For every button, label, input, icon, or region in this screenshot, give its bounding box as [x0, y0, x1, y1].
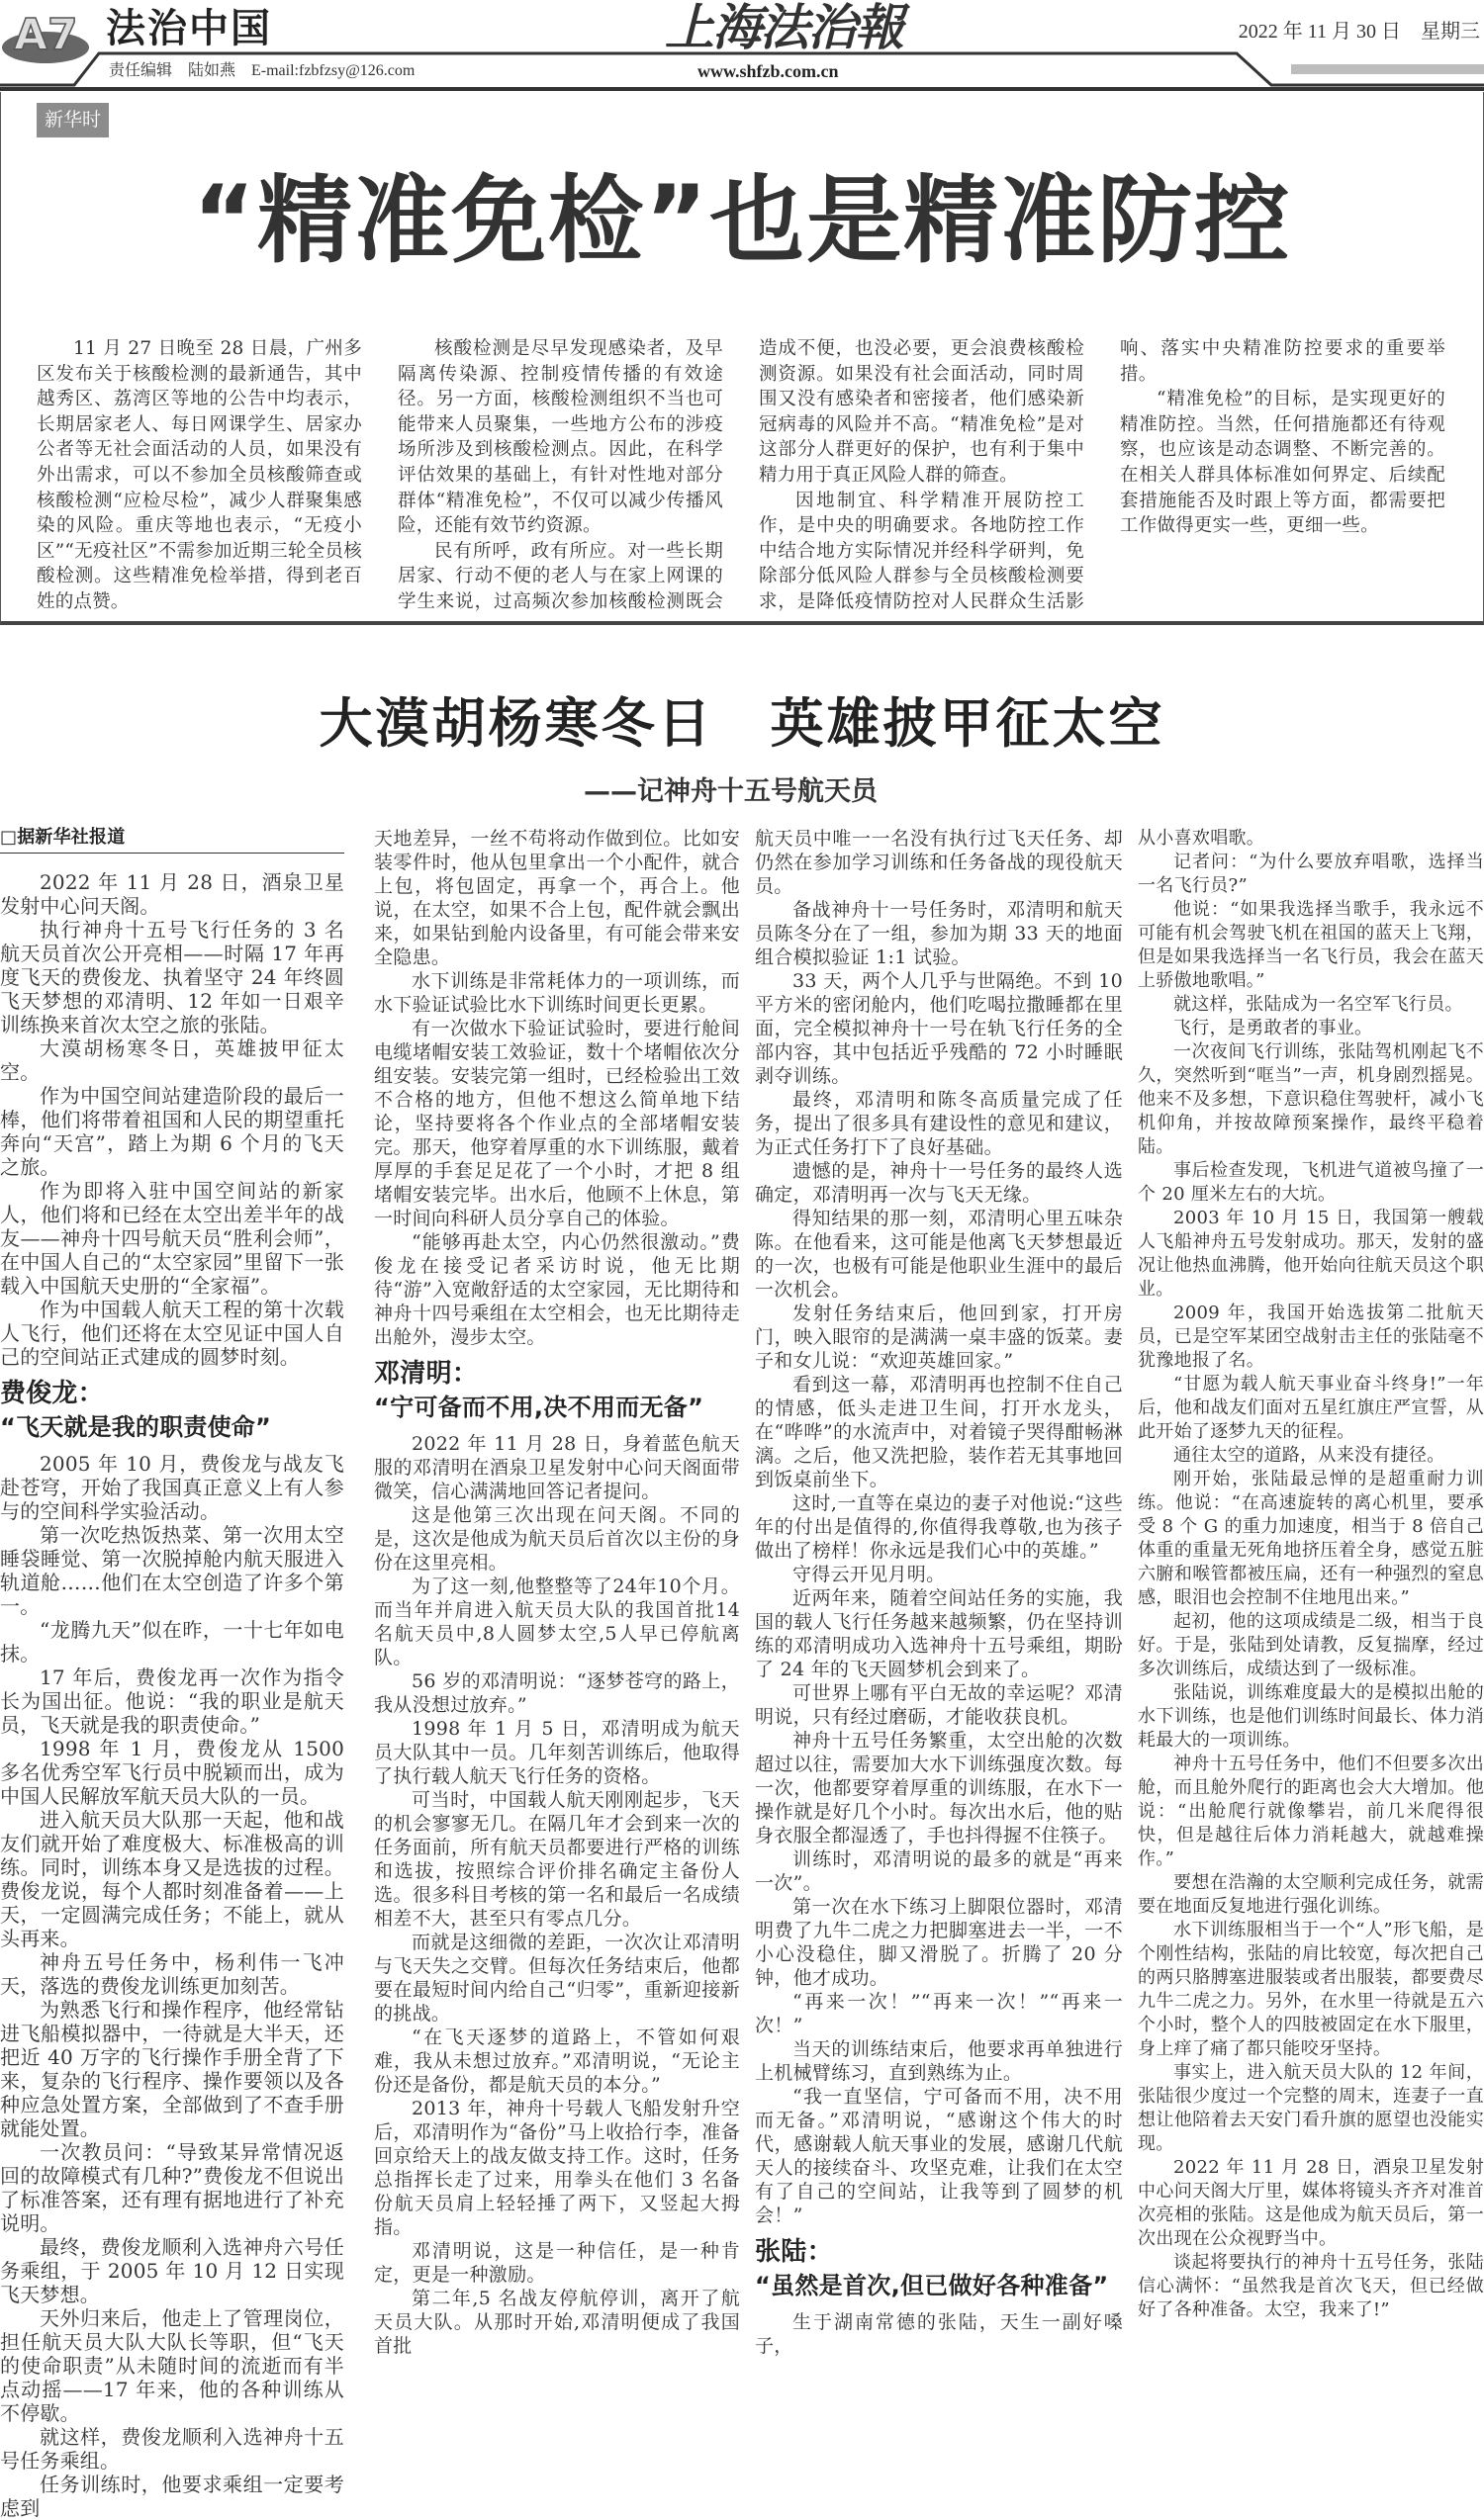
article-paragraph: 可当时，中国载人航天刚刚起步，飞天的机会寥寥无几。在隔几年才会到来一次的任务面前，所有航天员都要进行严格的训练和选拔，按照综合评价排名确定主备份人选。很多科目考核的第一名和最后一名成绩相差不大，甚至只有零点几分。: [374, 1788, 740, 1930]
article-byline: □据新华社报道: [0, 827, 344, 854]
article-paragraph: 张陆说，训练难度最大的是模拟出舱的水下训练，也是他们训练时间最长、体力消耗最大的一项训练。: [1138, 1681, 1484, 1751]
article-paragraph: 2013 年，神舟十号载人飞船发射升空后，邓清明作为“备份”马上收拾行李，准备回京给天上的战友做支持工作。这时，任务总指挥长走了过来，用拳头在他们 3 名备份航天员肩上轻轻捶了两下，又竖起大拇指。: [374, 2097, 740, 2238]
article-paragraph: 刚开始，张陆最忌惮的是超重耐力训练。他说：“在高速旋转的离心机里，要承受 8 个 G 的重力加速度，相当于 8 倍自己体重的重量无死角地挤压着全身，感觉五脏六腑和喉管都被压扁，还有一种强烈的窒息感，眼泪也会控制不住地甩出来。”: [1138, 1468, 1484, 1608]
editorial-paragraph: 因地制宜、科学精准开展防控工作，是中央的明确要求。各地防控工作中结合地方实际情况并经科学研判，免除部分低风险人群参与全员核酸检测要求，是降低疫情防控对人民群众生活影响、落实中央精准防控要求的重要举措。: [759, 338, 1445, 612]
article-paragraph: 事实上，进入航天员大队的 12 年间，张陆很少度过一个完整的周末，连妻子一直想让他陪着去天安门看升旗的愿望也没能实现。: [1138, 2061, 1484, 2154]
article-headline: 大漠胡杨寒冬日 英雄披甲征太空: [319, 691, 1165, 755]
article-paragraph: 大漠胡杨寒冬日，英雄披甲征太空。: [0, 1035, 344, 1084]
editorial-paragraph: 11 月 27 日晚至 28 日晨，广州多区发布关于核酸检测的最新通告，其中越秀区、荔湾区等地的公告中均表示，长期居家老人、每日网课学生、居家办公者等无社会面活动的人员，如果没有外出需求，可以不参加全员核酸筛查或核酸检测“应检尽检”，减少人群聚集感染的风险。重庆等地也表示，“无疫小区”“无疫社区”不需参加近期三轮全员核酸检测。这些精准免检举措，得到老百姓的点赞。: [37, 338, 362, 612]
feature-article: [0, 692, 1484, 2520]
article-paragraph: 记者问：“为什么要放弃唱歌，选择当一名飞行员?”: [1138, 851, 1484, 896]
article-paragraph: 33 天，两个人几乎与世隔绝。不到 10 平方米的密闭舱内，他们吃喝拉撒睡都在里面，完全模拟神舟十一号在轨飞行任务的全部内容，其中包括近乎残酷的 72 小时睡眠剥夺训练。: [755, 969, 1123, 1087]
section-heading-quote: “虽然是首次,但已做好各种准备”: [755, 2271, 1109, 2299]
article-paragraph: 任务训练时，他要求乘组一定要考虑到: [0, 2472, 344, 2520]
section-name: 法治中国: [106, 6, 272, 51]
section-heading-quote: “飞天就是我的职责使命”: [0, 1412, 271, 1441]
article-paragraph: 水下训练是非常耗体力的一项训练，而水下验证试验比水下训练时间更长更累。: [374, 969, 740, 1016]
article-paragraph: “我一直坚信，宁可备而不用，决不用而无备。”邓清明说，“感谢这个伟大的时代，感谢载人航天事业的发展，感谢几代航天人的接续奋斗、攻坚克难，让我们在太空有了自己的空间站，让我等到了圆梦的机会！”: [755, 2085, 1123, 2226]
article-paragraph: 最终，邓清明和陈冬高质量完成了任务，提出了很多具有建设性的意见和建议，为正式任务打下了良好基础。: [755, 1088, 1123, 1158]
article-subtitle: ——记神舟十五号航天员: [584, 775, 878, 807]
editorial-box: [0, 92, 1484, 625]
article-paragraph: 这是他第三次出现在问天阁。不同的是，这次是他成为航天员后首次以主份的身份在这里亮相。: [374, 1503, 740, 1574]
article-paragraph: 航天员中唯一一名没有执行过飞天任务、却仍然在参加学习训练和任务备战的现役航天员。: [755, 827, 1123, 897]
editor-info: 责任编辑 陆如燕 E-mail:fzbfzsy@126.com: [109, 62, 416, 79]
article-paragraph: 第一次在水下练习上脚限位器时，邓清明费了九牛二虎之力把脚塞进去一半，一不小心没稳住，脚又滑脱了。折腾了 20 分钟，他才成功。: [755, 1895, 1123, 1989]
article-paragraph: 天外归来后，他走上了管理岗位，担任航天员大队大队长等职，但“飞天的使命职责”从未随时间的流逝而有半点动摇——17 年来，他的各种训练从不停歇。: [0, 2305, 344, 2425]
article-paragraph: 生于湖南常德的张陆，天生一副好嗓子，: [755, 2310, 1123, 2357]
page-number: A7: [14, 10, 78, 60]
article-paragraph: 邓清明说，这是一种信任，是一种肯定，更是一种激励。: [374, 2239, 740, 2286]
article-paragraph: 神舟十五号任务中，他们不但要多次出舱，而且舱外爬行的距离也会大大增加。他说：“出舱爬行就像攀岩，前几米爬得很快，但是越往后体力消耗越大，就越难操作。”: [1138, 1753, 1484, 1869]
section-heading-quote: “宁可备而不用,决不用而无备”: [374, 1393, 704, 1421]
article-paragraph: 2005 年 10 月，费俊龙与战友飞赴苍穹，开始了我国真正意义上有人参与的空间科学实验活动。: [0, 1451, 344, 1523]
article-paragraph: 一次教员问：“导致某异常情况返回的故障模式有几种?”费俊龙不但说出了标准答案，还有理有据地进行了补充说明。: [0, 2139, 344, 2235]
article-column-1: [0, 827, 344, 2520]
article-paragraph: 近两年来，随着空间站任务的实施，我国的载人飞行任务越来越频繁，仍在坚持训练的邓清明成功入选神舟十五号乘组，期盼了 24 年的飞天圆梦机会到来了。: [755, 1586, 1123, 1680]
editorial-body: [37, 336, 1445, 615]
section-heading-name: 邓清明：: [374, 1358, 479, 1389]
article-paragraph: 天地差异，一丝不苟将动作做到位。比如安装零件时，他从包里拿出一个小配件，就合上包，将包固定，再拿一个，再合上。他说，在太空，如果不合上包，配件就会飘出来，如果钻到舱内设备里，有可能会带来安全隐患。: [374, 827, 740, 968]
article-paragraph: 起初，他的这项成绩是二级，相当于良好。于是，张陆到处请教，反复揣摩，经过多次训练后，成绩达到了一级标准。: [1138, 1610, 1484, 1679]
article-paragraph: 有一次做水下验证试验时，要进行舱间电缆堵帽安装工效验证，数十个堵帽依次分组安装。安装完第一组时，已经检验出工效不合格的地方，但他不想这么简单地下结论，坚持要将各个作业点的全部堵帽安装完。那天，他穿着厚重的水下训练服，戴着厚厚的手套足足花了一个小时，才把 8 组堵帽安装完毕。出水后，他顾不上休息，第一时间向科研人员分享自己的体验。: [374, 1017, 740, 1229]
article-paragraph: 神舟十五号任务繁重，太空出舱的次数超过以往，需要加大水下训练强度次数。每一次，他都要穿着厚重的训练服，在水下一操作就是好几个小时。每次出水后，他的贴身衣服全都湿透了，手也抖得握不住筷子。: [755, 1729, 1123, 1846]
header-bar: [1291, 64, 1484, 74]
article-paragraph: 看到这一幕，邓清明再也控制不住自己的情感，低头走进卫生间，打开水龙头，在“哗哗”的水流声中，对着镜子哭得酣畅淋漓。之后，他又洗把脸，装作若无其事地回到饭桌前坐下。: [755, 1373, 1123, 1490]
article-paragraph: 当天的训练结束后，他要求再单独进行上机械臂练习，直到熟练为止。: [755, 2037, 1123, 2084]
article-paragraph: 水下训练服相当于一个“人”形飞船，是个刚性结构，张陆的肩比较宽，每次把自己的两只胳膊塞进服装或者出服装，都要费尽九牛二虎之力。另外，在水里一待就是五六个小时，整个人的四肢被固定在水下服里，身上痒了痛了都只能咬牙坚持。: [1138, 1919, 1484, 2059]
article-paragraph: 神舟五号任务中，杨利伟一飞冲天，落选的费俊龙训练更加刻苦。: [0, 1949, 344, 1998]
article-paragraph: 就这样，张陆成为一名空军飞行员。: [1173, 993, 1463, 1015]
article-paragraph: 2022 年 11 月 28 日，酒泉卫星发射中心问天阁大厅里，媒体将镜头齐齐对准首次亮相的张陆。这是他成为航天员后，第一次出现在公众视野当中。: [1138, 2156, 1484, 2249]
article-column-4: [1138, 827, 1484, 2322]
article-paragraph: 飞行，是勇敢者的事业。: [1173, 1017, 1373, 1038]
page-header: [0, 0, 1484, 92]
article-paragraph: 谈起将要执行的神舟十五号任务，张陆信心满怀：“虽然我是首次飞天，但已经做好了各种准备。太空，我来了!”: [1138, 2251, 1484, 2320]
article-paragraph: 备战神舟十一号任务时，邓清明和航天员陈冬分在了一组，参加为期 33 天的地面组合模拟验证 1:1 试验。: [755, 898, 1123, 968]
website: www.shfzb.com.cn: [697, 61, 839, 81]
editorial-paragraph: “精准免检”的目标，是实现更好的精准防控。当然，任何措施都还有待观察，也应该是动态调整、不断完善的。在相关人群具体标准如何界定、后续配套措施能否及时跟上等方面，都需要把工作做得更实一些，更细一些。: [1120, 389, 1445, 537]
article-paragraph: 2003 年 10 月 15 日，我国第一艘载人飞船神舟五号发射成功。那天，发射的盛况让他热血沸腾，他开始向往航天员这个职业。: [1138, 1207, 1484, 1300]
article-paragraph: 得知结果的那一刻，邓清明心里五味杂陈。在他看来，这可能是他离飞天梦想最近的一次，也极有可能是他职业生涯中的最后一次机会。: [755, 1207, 1123, 1301]
article-paragraph: 执行神舟十五号飞行任务的 3 名航天员首次公开亮相——时隔 17 年再度飞天的费俊龙、执着坚守 24 年终圆飞天梦想的邓清明、12 年如一日艰辛训练换来首次太空之旅的张陆。: [0, 917, 344, 1036]
article-paragraph: 他说：“如果我选择当歌手，我永远不可能有机会驾驶飞机在祖国的蓝天上飞翔，但是如果我选择当一名飞行员，我会在蓝天上骄傲地歌唱。”: [1138, 898, 1484, 991]
article-paragraph: 第一次吃热饭热菜、第一次用太空睡袋睡觉、第一次脱掉舱内航天服进入轨道舱……他们在太空创造了许多个第一。: [0, 1522, 344, 1618]
article-paragraph: “在飞天逐梦的道路上，不管如何艰难，我从未想过放弃。”邓清明说，“无论主份还是备份，都是航天员的本分。”: [374, 2025, 740, 2096]
editorial-paragraph: 民有所呼，政有所应。对一些长期居家、行动不便的老人与在家上网课的学生来说，过高频次参加核酸检测既会造成不便，也没必要，更会浪费核酸检测资源。如果没有社会面活动，同时周围又没有感染者和密接者，他们感染新冠病毒的风险并不高。“精准免检”是对这部分人群更好的保护，也有利于集中精力用于真正风险人群的筛查。: [398, 338, 1084, 612]
editorial-headline: “精准免检”也是精准防控: [192, 165, 1292, 276]
article-paragraph: 而就是这细微的差距，一次次让邓清明与飞天失之交臂。但每次任务结束后，他都要在最短时间内给自己“归零”，重新迎接新的挑战。: [374, 1931, 740, 2025]
article-paragraph: 作为中国载人航天工程的第十次载人飞行，他们还将在太空见证中国人自己的空间站正式建成的圆梦时刻。: [0, 1297, 344, 1369]
article-paragraph: 2022 年 11 月 28 日，身着蓝色航天服的邓清明在酒泉卫星发射中心问天阁面带微笑，信心满满地回答记者提问。: [374, 1432, 740, 1502]
article-column-3: [755, 827, 1123, 2358]
article-paragraph: 守得云开见月明。: [792, 1563, 946, 1585]
article-paragraph: 发射任务结束后，他回到家，打开房门，映入眼帘的是满满一桌丰盛的饭菜。妻子和女儿说：“欢迎英雄回家。”: [755, 1302, 1123, 1372]
header-divider: [0, 87, 1484, 91]
article-paragraph: 最终，费俊龙顺利入选神舟六号任务乘组，于 2005 年 10 月 12 日实现飞天梦想。: [0, 2234, 344, 2306]
article-paragraph: 17 年后，费俊龙再一次作为指令长为国出征。他说：“我的职业是航天员，飞天就是我的职责使命。”: [0, 1665, 344, 1737]
article-paragraph: 56 岁的邓清明说：“逐梦苍穹的路上，我从没想过放弃。”: [374, 1669, 740, 1716]
article-paragraph: “再来一次！”“再来一次！”“再来一次！”: [755, 1990, 1123, 2036]
editorial-paragraph: 核酸检测是尽早发现感染者，及早隔离传染源、控制疫情传播的有效途径。另一方面，核酸检测组织不当也可能带来人员聚集，一些地方公布的涉疫场所涉及到核酸检测点。因此，在科学评估效果的基础上，有针对性地对部分群体“精准免检”，不仅可以减少传播风险，还能有效节约资源。: [398, 338, 723, 537]
article-paragraph: 进入航天员大队那一天起，他和战友们就开始了难度极大、标准极高的训练。同时，训练本身又是选拔的过程。费俊龙说，每个人都时刻准备着——上天，一定圆满完成任务；不能上，就从头再来。: [0, 1807, 344, 1950]
article-paragraph: 这时,一直等在桌边的妻子对他说:“这些年的付出是值得的,你值得我尊敬,也为孩子做出了榜样！你永远是我们心中的英雄。”: [755, 1491, 1123, 1562]
article-paragraph: 为了这一刻,他整整等了24年10个月。而当年并肩进入航天员大队的我国首批14名航天员中,8人圆梦太空,5人早已停航离队。: [374, 1575, 740, 1668]
article-paragraph: “甘愿为载人航天事业奋斗终身!”一年后，他和战友们面对五星红旗庄严宣誓，从此开始了逐梦九天的征程。: [1138, 1373, 1484, 1442]
article-columns: [0, 827, 1484, 2520]
article-paragraph: 就这样，费俊龙顺利入选神舟十五号任务乘组。: [0, 2424, 344, 2473]
article-paragraph: 2009 年，我国开始选拔第二批航天员，已是空军某团空战射击主任的张陆毫不犹豫地报了名。: [1138, 1302, 1484, 1371]
article-paragraph: 1998 年 1 月 5 日，邓清明成为航天员大队其中一员。几年刻苦训练后，他取得了执行载人航天飞行任务的资格。: [374, 1717, 740, 1787]
section-heading-name: 费俊龙：: [0, 1378, 104, 1408]
article-paragraph: 一次夜间飞行训练，张陆驾机刚起飞不久，突然听到“哐当”一声，机身剧烈摇晃。他来不及多想，下意识稳住驾驶杆，减小飞机仰角，并按故障预案操作，最终平稳着陆。: [1138, 1040, 1484, 1157]
article-paragraph: 要想在浩瀚的太空顺利完成任务，就需要在地面反复地进行强化训练。: [1138, 1871, 1484, 1917]
article-paragraph: “龙腾九天”似在昨，一十七年如电抹。: [0, 1617, 344, 1665]
issue-date: 2022 年 11 月 30 日 星期三: [1238, 21, 1480, 43]
article-paragraph: 为熟悉飞行和操作程序，他经常钻进飞船模拟器中，一待就是大半天，还把近 40 万字的飞行操作手册全背了下来，复杂的飞行程序、操作要领以及各种应急处置方案，全部做到了不查手册就能处置。: [0, 1997, 344, 2140]
section-heading-name: 张陆：: [755, 2236, 833, 2267]
article-paragraph: 从小喜欢唱歌。: [1138, 827, 1265, 849]
article-paragraph: “能够再赴太空，内心仍然很激动。”费俊龙在接受记者采访时说，他无比期待“游”入宽敞舒适的太空家园，无比期待和神舟十四号乘组在太空相会，也无比期待走出舱外，漫步太空。: [374, 1230, 740, 1348]
article-paragraph: 事后检查发现，飞机进气道被鸟撞了一个 20 厘米左右的大坑。: [1138, 1159, 1484, 1205]
article-column-2: [374, 827, 740, 2358]
article-paragraph: 2022 年 11 月 28 日，酒泉卫星发射中心问天阁。: [0, 869, 344, 918]
article-paragraph: 第二年,5 名战友停航停训，离开了航天员大队。从那时开始,邓清明便成了我国首批: [374, 2287, 740, 2357]
article-paragraph: 可世界上哪有平白无故的幸运呢？邓清明说，只有经过磨砺，才能收获良机。: [755, 1681, 1123, 1728]
article-paragraph: 作为中国空间站建造阶段的最后一棒，他们将带着祖国和人民的期望重托奔向“天宫”，踏上为期 6 个月的飞天之旅。: [0, 1083, 344, 1179]
article-paragraph: 遗憾的是，神舟十一号任务的最终人选确定，邓清明再一次与飞天无缘。: [755, 1159, 1123, 1206]
article-paragraph: 作为即将入驻中国空间站的新家人，他们将和已经在太空出差半年的战友——神舟十四号航天员“胜利会师”，在中国人自己的“太空家园”里留下一张载入中国航天史册的“全家福”。: [0, 1178, 344, 1298]
article-paragraph: 训练时，邓清明说的最多的就是“再来一次”。: [755, 1847, 1123, 1894]
article-paragraph: 1998 年 1 月，费俊龙从 1500 多名优秀空军飞行员中脱颖而出，成为中国人民解放军航天员大队的一员。: [0, 1736, 344, 1808]
column-tag: 新华时评: [37, 103, 109, 137]
article-paragraph: 通往太空的道路，从来没有捷径。: [1173, 1444, 1445, 1466]
masthead-logo: 上海法治報: [665, 0, 902, 56]
